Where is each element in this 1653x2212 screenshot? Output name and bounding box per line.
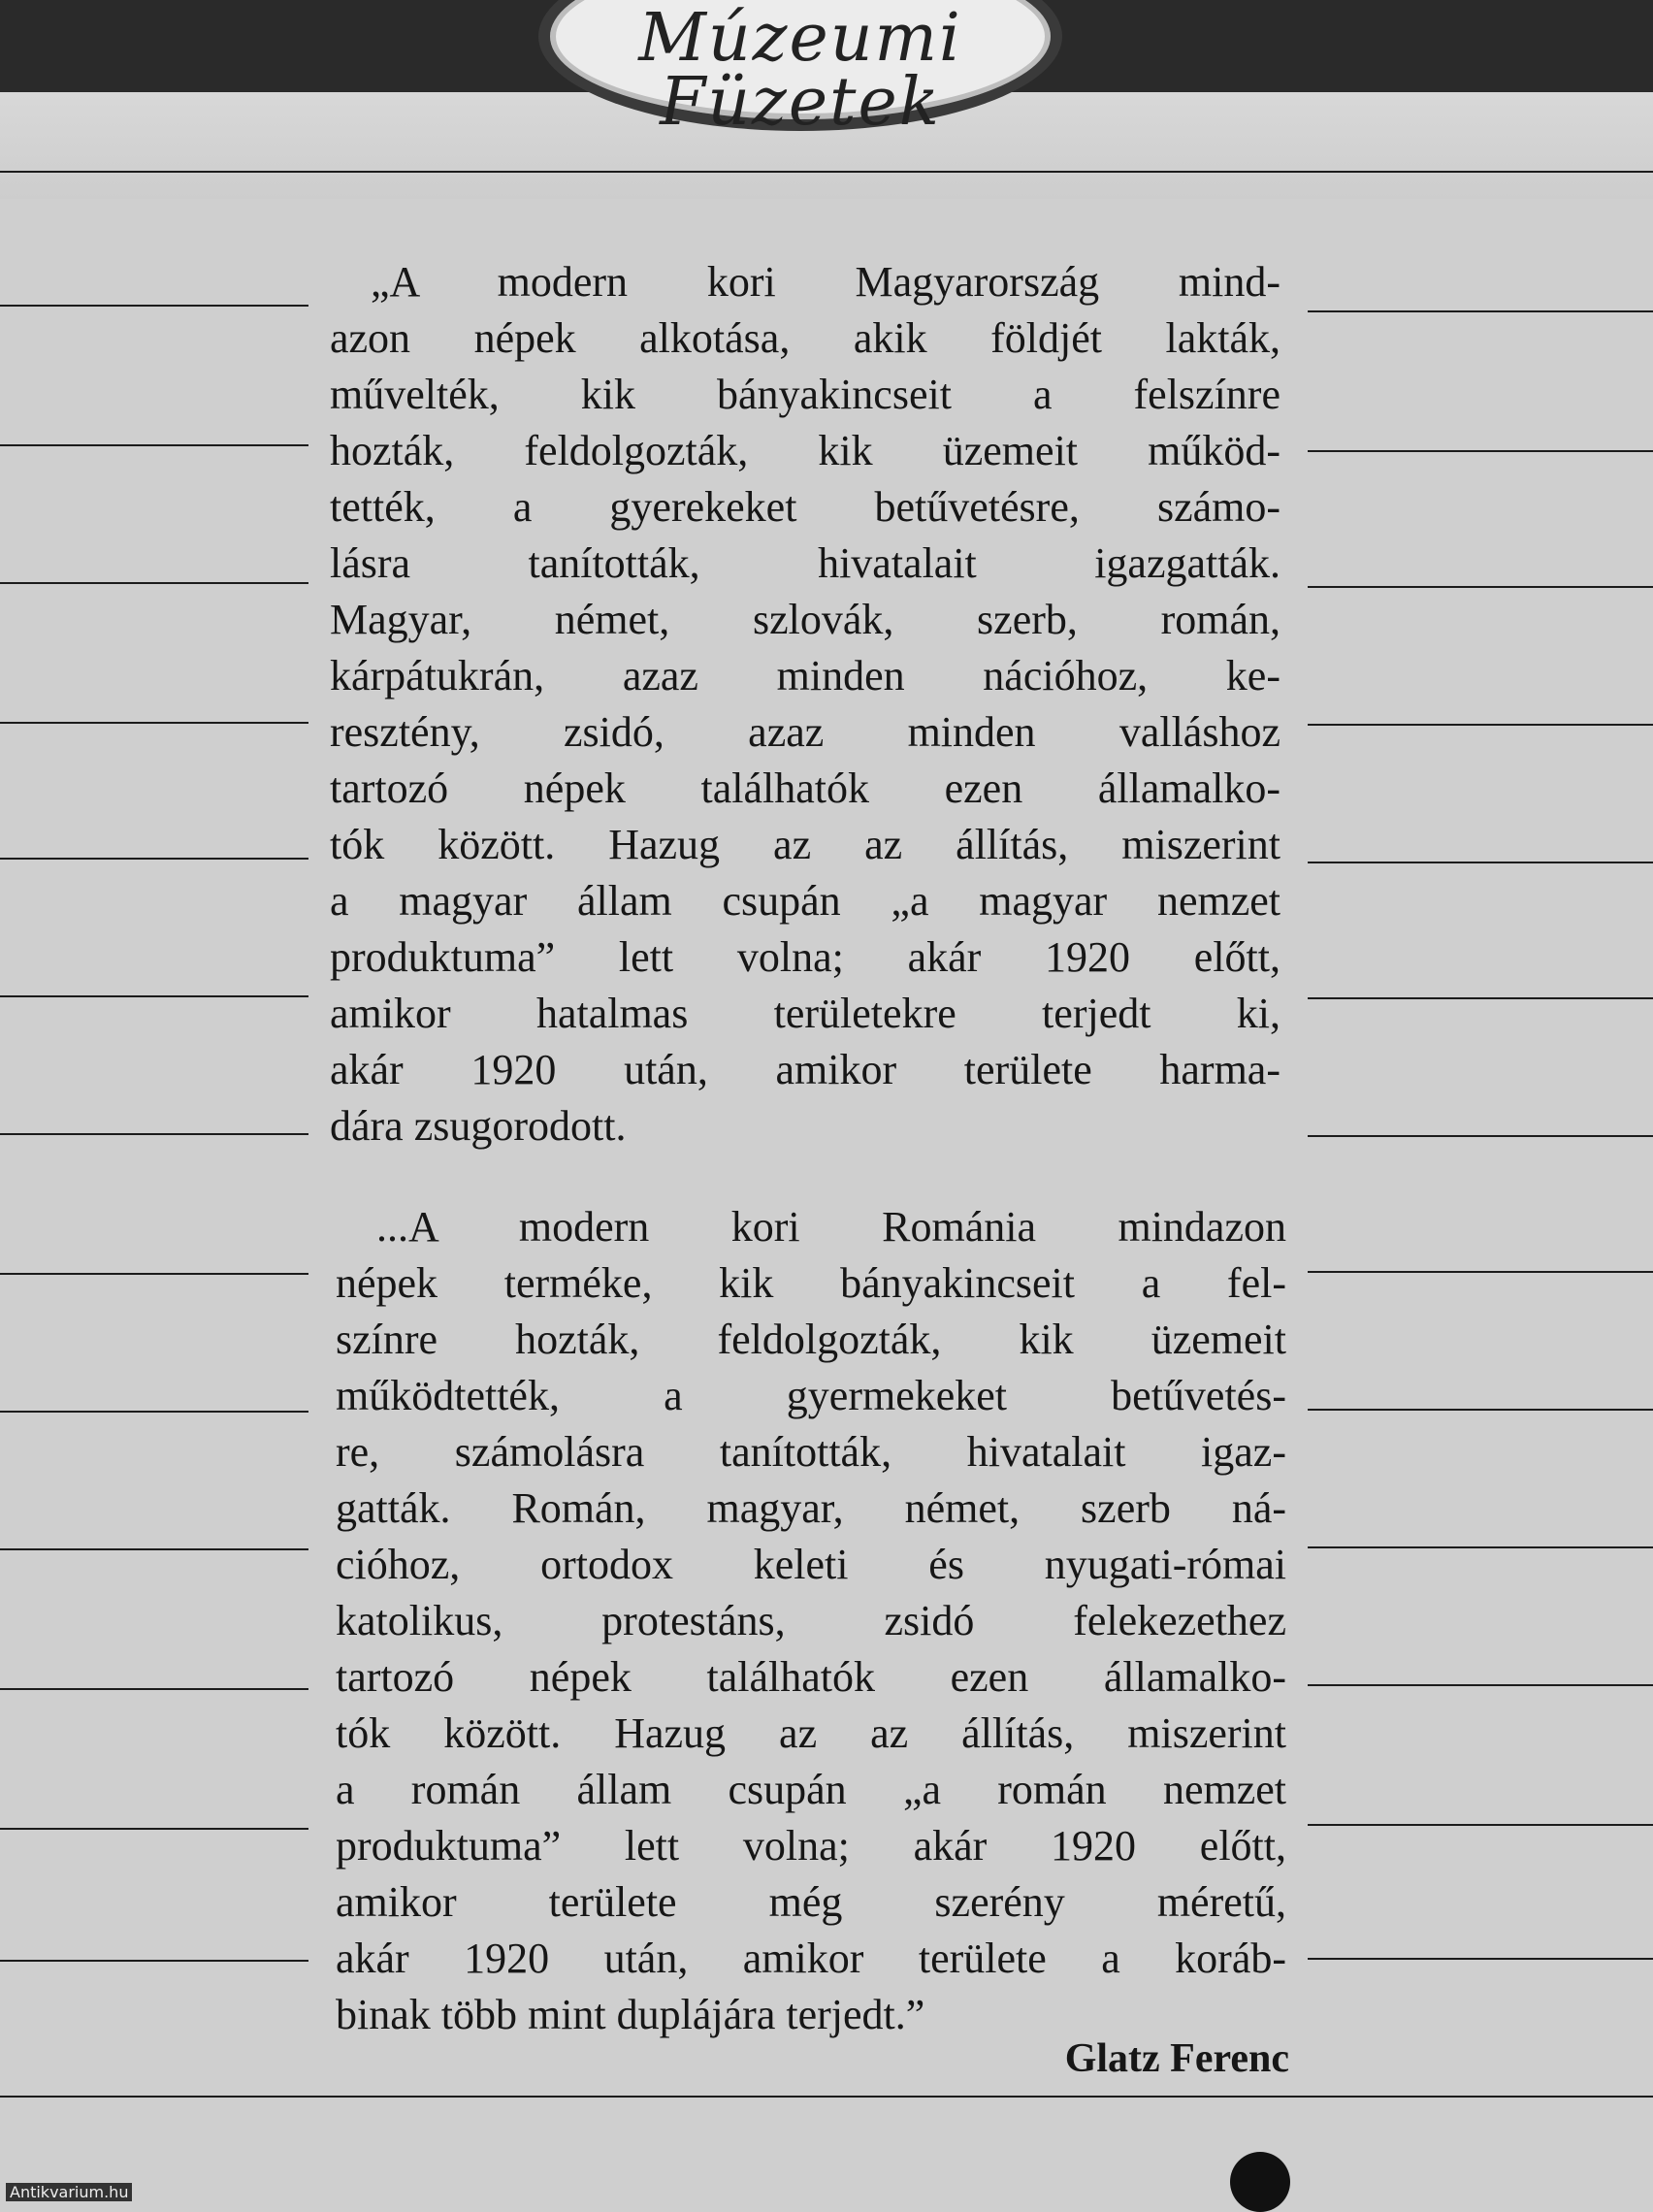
text-line: amikor területe még szerény méretű, — [336, 1878, 1286, 1926]
text-line: kárpátukrán, azaz minden nációhoz, ke- — [330, 652, 1280, 699]
text-line: tók között. Hazug az az állítás, miszerint — [330, 821, 1280, 868]
margin-rule-left — [0, 1688, 308, 1690]
margin-rule-left — [0, 858, 308, 860]
text-line: katolikus, protestáns, zsidó felekezethez — [336, 1597, 1286, 1644]
logo-line-1: Múzeumi — [638, 0, 962, 77]
series-logo — [538, 0, 1062, 141]
margin-rule-left — [0, 722, 308, 724]
text-line: re, számolásra tanították, hivatalait igaz- — [336, 1428, 1286, 1476]
text-line: tették, a gyerekeket betűvetésre, számo- — [330, 483, 1280, 531]
margin-rule-left — [0, 305, 308, 307]
margin-rule-right — [1308, 450, 1653, 452]
text-line: cióhoz, ortodox keleti és nyugati-római — [336, 1541, 1286, 1588]
text-line: művelték, kik bányakincseit a felszínre — [330, 371, 1280, 418]
page-marker-dot — [1230, 2152, 1290, 2212]
margin-rule-right — [1308, 1135, 1653, 1137]
text-line: amikor hatalmas területekre terjedt ki, — [330, 990, 1280, 1037]
top-rule — [0, 171, 1653, 173]
margin-rule-right — [1308, 862, 1653, 863]
margin-rule-left — [0, 444, 308, 446]
margin-rule-right — [1308, 310, 1653, 312]
text-line: binak több mint duplájára terjedt.” — [336, 1991, 925, 2038]
text-line: Magyar, német, szlovák, szerb, román, — [330, 596, 1280, 643]
margin-rule-right — [1308, 586, 1653, 588]
margin-rule-right — [1308, 724, 1653, 726]
quote-paragraph-2 — [336, 1199, 1286, 2043]
text-line: népek terméke, kik bányakincseit a fel- — [336, 1259, 1286, 1307]
margin-rule-right — [1308, 1546, 1653, 1548]
text-line: tartozó népek találhatók ezen államalko- — [330, 764, 1280, 812]
margin-rule-right — [1308, 997, 1653, 999]
margin-rule-left — [0, 582, 308, 584]
margin-rule-left — [0, 1828, 308, 1830]
margin-rule-right — [1308, 1684, 1653, 1686]
logo-line-2: Füzetek — [660, 64, 941, 141]
margin-rule-left — [0, 1960, 308, 1962]
margin-rule-left — [0, 995, 308, 997]
watermark: Antikvarium.hu — [6, 2183, 132, 2201]
text-line: a magyar állam csupán „a magyar nemzet — [330, 877, 1280, 925]
bottom-rule — [0, 2096, 1653, 2098]
text-line: azon népek alkotása, akik földjét lakták, — [330, 314, 1280, 362]
text-line: ...A modern kori Románia mindazon — [376, 1203, 1286, 1251]
text-line: akár 1920 után, amikor területe harma- — [330, 1046, 1280, 1093]
text-line: tartozó népek találhatók ezen államalko- — [336, 1653, 1286, 1701]
margin-rule-left — [0, 1548, 308, 1550]
text-line: produktuma” lett volna; akár 1920 előtt, — [330, 933, 1280, 981]
text-line: színre hozták, feldolgozták, kik üzemeit — [336, 1316, 1286, 1363]
text-line: hozták, feldolgozták, kik üzemeit működ- — [330, 427, 1280, 474]
text-line: „A modern kori Magyarország mind- — [371, 258, 1280, 306]
text-line: akár 1920 után, amikor területe a koráb- — [336, 1935, 1286, 1982]
quote-paragraph-1 — [330, 254, 1280, 1155]
author-signature: Glatz Ferenc — [1064, 2036, 1289, 2081]
text-line: gatták. Román, magyar, német, szerb ná- — [336, 1484, 1286, 1532]
margin-rule-right — [1308, 1824, 1653, 1826]
margin-rule-right — [1308, 1271, 1653, 1273]
text-line: a román állam csupán „a román nemzet — [336, 1766, 1286, 1813]
margin-rule-left — [0, 1133, 308, 1135]
margin-rule-right — [1308, 1958, 1653, 1960]
logo-text — [550, 0, 1051, 141]
text-line: dára zsugorodott. — [330, 1102, 627, 1150]
text-line: tók között. Hazug az az állítás, miszerint — [336, 1709, 1286, 1757]
text-line: lásra tanították, hivatalait igazgatták. — [330, 539, 1280, 587]
margin-rule-right — [1308, 1409, 1653, 1411]
text-line: produktuma” lett volna; akár 1920 előtt, — [336, 1822, 1286, 1870]
margin-rule-left — [0, 1273, 308, 1275]
text-line: működtették, a gyermekeket betűvetés- — [336, 1372, 1286, 1419]
margin-rule-left — [0, 1411, 308, 1413]
text-line: resztény, zsidó, azaz minden valláshoz — [330, 708, 1280, 756]
